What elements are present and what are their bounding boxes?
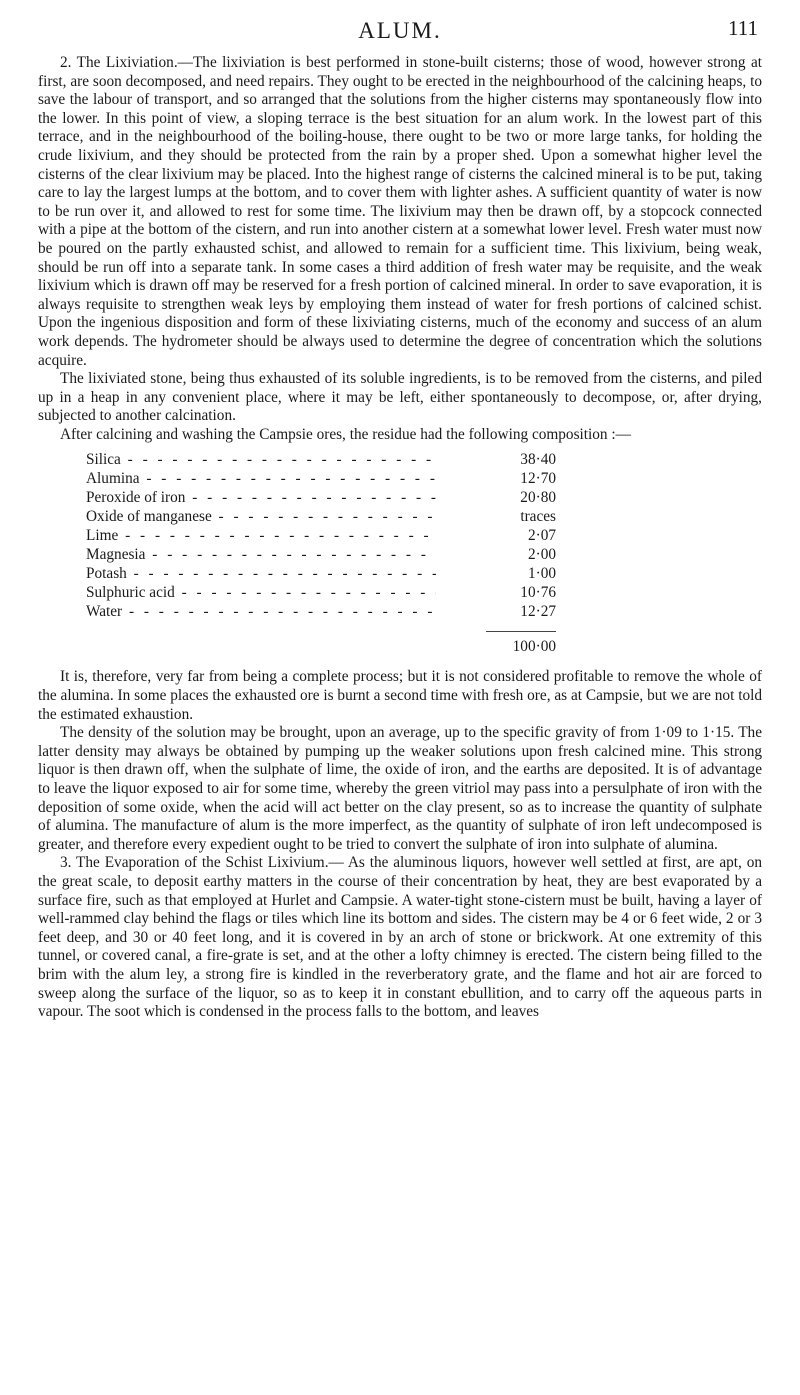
component-value: 12·70	[520, 470, 556, 488]
composition-total-row	[86, 631, 556, 656]
table-row	[86, 602, 556, 621]
paragraph-lixiviation: 2. The Lixiviation.—The lixiviation is best performed in stone-built cisterns; those of wood, however strong at first, are soon decomposed, and need repairs. They ought to be erected in the neighbourhood of the calcining heaps, to save the labour of transport, and so arranged that the solutions from the higher cisterns may spontaneously flow into the lower. In this point of view, a sloping terrace is the best situation for an alum work. In the lowest part of this terrace, and in the neighbourhood of the boiling-house, there ought to be two or more large tanks, for holding the crude lixivium, and they should be protected from the rain by a proper shed. Upon a somewhat higher level the cisterns of the clear lixivium may be placed. Into the highest range of cisterns the calcined mineral is to be put, taking care to lay the largest lumps at the bottom, and to cover them with lighter ashes. A sufficient quantity of water is now to be run over it, and allowed to rest for some time. The lixivium may then be drawn off, by a stopcock connected with a pipe at the bottom of the cistern, and run into another cistern at a somewhat lower level. Fresh water must now be poured on the partly exhausted schist, and allowed to remain for a sufficient time. This lixivium, being weak, should be run off into a separate tank. In some cases a third addition of fresh water may be requisite, and the weak lixivium which is drawn off may be reserved for a fresh portion of calcined mineral. In order to save evaporation, it is always requisite to strengthen weak leys by employing them instead of water for fresh portions of calcined schist. Upon the ingenious disposition and form of these lixiviating cisterns, much of the economy and success of an alum work depends. The hydrometer should be always used to determine the degree of concentration which the solutions acquire.	[38, 54, 762, 369]
component-name: Potash - - -	[86, 564, 436, 583]
table-row	[86, 545, 556, 564]
component-name: Peroxide of iron - - -	[86, 488, 436, 507]
component-value: 1·00	[527, 565, 556, 583]
table-row	[86, 526, 556, 545]
paragraph-campsie-residue: After calcining and washing the Campsie ores, the residue had the following composition :—	[60, 425, 631, 443]
table-row	[86, 583, 556, 602]
component-value: 12·27	[520, 603, 556, 621]
table-row	[86, 488, 556, 507]
component-name: Alumina - - -	[86, 469, 436, 488]
page-number: 111	[728, 16, 758, 40]
component-value: 10·76	[520, 584, 556, 602]
component-name: Lime - - -	[86, 526, 436, 545]
component-value: 38·40	[520, 451, 556, 469]
paragraph-solution-density: The density of the solution may be brought, upon an average, up to the specific gravity of from 1·09 to 1·15. The latter density may always be obtained by pumping up the weaker solutions upon fresh calcined mine. This strong liquor is then drawn off, when the sulphate of lime, the oxide of iron, and the earths are deposited. It is of advantage to leave the liquor exposed to air for some time, whereby the green vitriol may pass into a persulphate of iron with the deposition of some oxide, when the acid will act better on the clay present, so as to increase the quantity of sulphate of alumina. The manufacture of alum is the more imperfect, as the quantity of sulphate of iron left undecomposed is greater, and therefore every expedient ought to be tried to convert the sulphate of iron into sulphate of alumina.	[38, 724, 762, 853]
component-name: Oxide of manganese - - -	[86, 507, 436, 526]
table-row	[86, 469, 556, 488]
component-name: Water - - -	[86, 602, 436, 621]
paragraph-lixiviated-stone: The lixiviated stone, being thus exhausted of its soluble ingredients, is to be removed from the cisterns, and piled up in a heap in any convenient place, where it may be left, either spontaneously to decompose, or, after drying, subjected to another calcination.	[38, 370, 762, 425]
table-row	[86, 507, 556, 526]
table-row	[86, 450, 556, 469]
page-header	[38, 10, 762, 54]
component-value: traces	[520, 508, 556, 526]
component-name: Sulphuric acid - - -	[86, 583, 436, 602]
running-title: ALUM.	[358, 18, 442, 43]
composition-table	[86, 450, 556, 621]
component-value: 2·00	[527, 546, 556, 564]
paragraph-incomplete-process: It is, therefore, very far from being a complete process; but it is not considered profitable to remove the whole of the alumina. In some places the exhausted ore is burnt a second time with fresh ore, as at Campsie, but we are not told the estimated exhaustion.	[38, 668, 762, 723]
component-value: 2·07	[527, 527, 556, 545]
paragraph-evaporation: 3. The Evaporation of the Schist Lixivium.— As the aluminous liquors, however well settled at first, are apt, on the great scale, to deposit earthy matters in the course of their concentration by heat, they are best evaporated by a surface fire, such as that employed at Hurlet and Campsie. A water-tight stone-cistern must be built, having a layer of well-rammed clay behind the flags or tiles which line its bottom and sides. The cistern may be 4 or 6 feet wide, 2 or 3 feet deep, and 30 or 40 feet long, and it is covered in by an arch of stone or brickwork. At one extremity of this tunnel, or covered canal, a fire-grate is set, and at the other a lofty chimney is erected. The cistern being filled to the brim with the alum ley, a strong fire is kindled in the reverberatory grate, and the flame and hot air are forced to sweep along the surface of the liquor, so as to keep it in constant ebullition, and to carry off the aqueous parts in vapour. The soot which is condensed in the process falls to the bottom, and leaves	[38, 854, 762, 1021]
component-name: Silica - - -	[86, 450, 436, 469]
composition-total: 100·00	[486, 631, 556, 656]
component-name: Magnesia - - -	[86, 545, 436, 564]
component-value: 20·80	[520, 489, 556, 507]
table-row	[86, 564, 556, 583]
